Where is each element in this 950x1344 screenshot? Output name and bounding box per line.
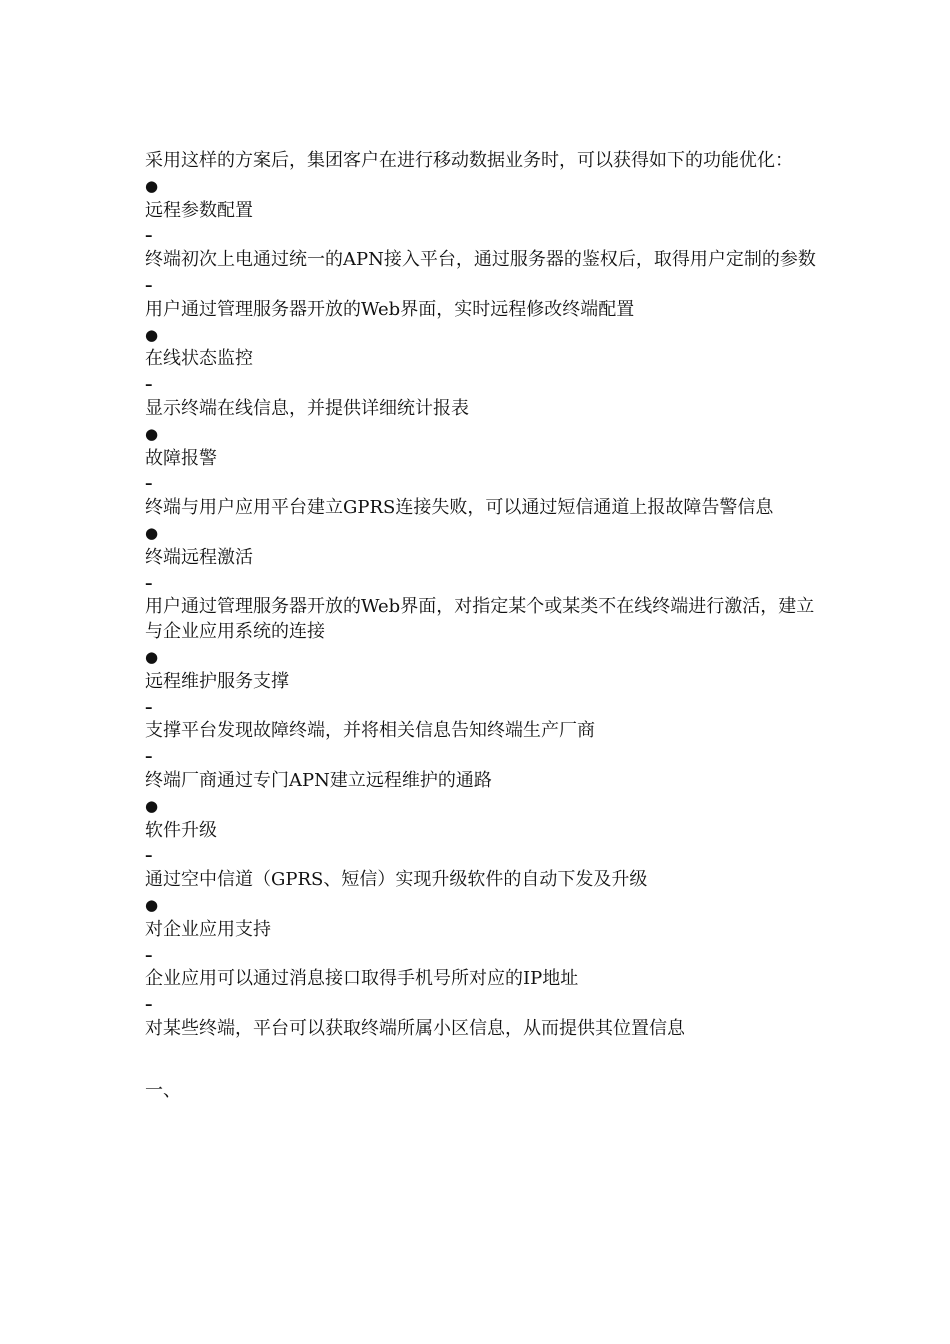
bullet-icon: ● xyxy=(145,325,159,344)
dash-icon: – xyxy=(145,573,153,592)
dash-icon: – xyxy=(145,995,153,1014)
dash-icon: – xyxy=(145,474,153,493)
bullet-icon: ● xyxy=(145,424,159,443)
bullet-icon: ● xyxy=(145,647,159,666)
feature-detail: 终端初次上电通过统一的APN接入平台，通过服务器的鉴权后，取得用户定制的参数 xyxy=(145,249,816,271)
bullet-icon: ● xyxy=(145,796,159,815)
bullet-icon: ● xyxy=(145,895,159,914)
dash-icon: – xyxy=(145,375,153,394)
feature-item xyxy=(145,521,825,645)
feature-detail: 用户通过管理服务器开放的Web界面，对指定某个或某类不在线终端进行激活，建立与企业应用系统的连接 xyxy=(145,596,815,643)
feature-title: 终端远程激活 xyxy=(145,546,253,568)
feature-title: 软件升级 xyxy=(145,819,217,841)
dash-icon: – xyxy=(145,226,153,245)
feature-title: 远程参数配置 xyxy=(145,199,253,221)
feature-title: 对企业应用支持 xyxy=(145,918,271,940)
feature-item xyxy=(145,323,825,422)
section-heading: 一、 xyxy=(145,1079,181,1101)
feature-detail: 终端厂商通过专门APN建立远程维护的通路 xyxy=(145,769,492,791)
dash-icon: – xyxy=(145,945,153,964)
feature-item xyxy=(145,422,825,521)
feature-item xyxy=(145,893,825,1042)
feature-title: 故障报警 xyxy=(145,447,217,469)
feature-detail: 显示终端在线信息，并提供详细统计报表 xyxy=(145,397,469,419)
feature-detail: 通过空中信道（GPRS、短信）实现升级软件的自动下发及升级 xyxy=(145,869,648,891)
dash-icon: – xyxy=(145,747,153,766)
bullet-icon: ● xyxy=(145,523,159,542)
feature-item xyxy=(145,794,825,893)
feature-title: 在线状态监控 xyxy=(145,348,253,370)
dash-icon: – xyxy=(145,846,153,865)
feature-detail: 用户通过管理服务器开放的Web界面，实时远程修改终端配置 xyxy=(145,298,635,320)
dash-icon: – xyxy=(145,697,153,716)
feature-item xyxy=(145,174,825,323)
intro-paragraph: 采用这样的方案后，集团客户在进行移动数据业务时，可以获得如下的功能优化： xyxy=(145,150,793,171)
document-body xyxy=(145,149,825,1103)
feature-item xyxy=(145,645,825,794)
bullet-icon: ● xyxy=(145,176,159,195)
feature-title: 远程维护服务支撑 xyxy=(145,670,289,692)
feature-detail: 终端与用户应用平台建立GPRS连接失败，可以通过短信通道上报故障告警信息 xyxy=(145,497,774,519)
feature-detail: 对某些终端，平台可以获取终端所属小区信息，从而提供其位置信息 xyxy=(145,1017,685,1039)
dash-icon: – xyxy=(145,275,153,294)
feature-detail: 支撑平台发现故障终端，并将相关信息告知终端生产厂商 xyxy=(145,720,595,742)
feature-detail: 企业应用可以通过消息接口取得手机号所对应的IP地址 xyxy=(145,968,579,990)
